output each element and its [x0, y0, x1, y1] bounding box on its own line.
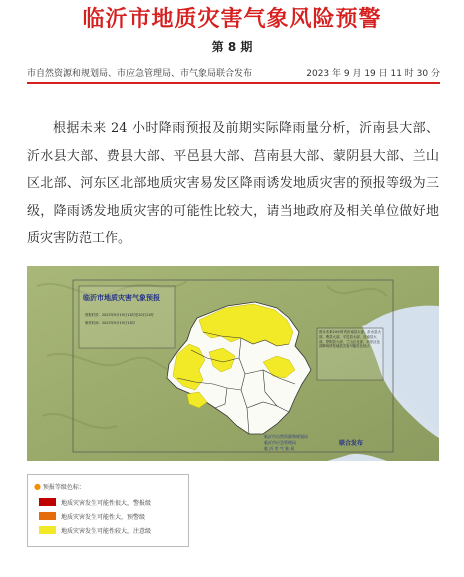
map-note-text: 预计未来24小时内沂南县大部、沂水县大部、费县大部、平邑县大部、莒南县大部、蒙阴县大部、兰山区北部、河东区北部降雨诱发地质灾害可能性比较大	[319, 330, 381, 349]
release-datetime: 2023 年 9 月 19 日 11 时 30 分	[306, 69, 440, 79]
legend-title-text: 预报等级色标：	[42, 484, 85, 491]
bulletin-meta	[27, 64, 440, 80]
legend-label: 地质灾害发生可能性很大，警报级	[61, 500, 152, 507]
warning-map	[27, 266, 439, 461]
map-title: 临沂市地质灾害气象预报	[83, 294, 160, 302]
map-validity: 预报时效：2023年9月19日11时至20日11时	[85, 313, 154, 317]
map-agency-2: 临沂市应急管理局	[264, 440, 296, 445]
map-joint-release: 联合发布	[339, 440, 364, 447]
bullet-icon: ●	[34, 482, 41, 491]
map-made-time: 制作时间：2023年9月19日11时	[85, 321, 135, 325]
issue-number: 第 8 期	[211, 40, 253, 54]
legend-swatch-orange	[39, 512, 56, 520]
legend	[27, 474, 189, 547]
map-agency-3: 临 沂 市 气 象 局	[264, 446, 295, 451]
legend-title	[34, 482, 85, 491]
header-divider	[27, 82, 440, 84]
publisher-line: 市自然资源和规划局、市应急管理局、市气象局联合发布	[27, 69, 253, 79]
map-agency-1: 临沂市自然资源和规划局	[264, 434, 308, 439]
bulletin-title: 临沂市地质灾害气象风险预警	[82, 7, 382, 32]
legend-swatch-red	[39, 498, 56, 506]
map-note	[319, 330, 381, 380]
legend-swatch-yellow	[39, 526, 56, 534]
forecast-paragraph: 根据未来 24 小时降雨预报及前期实际降雨量分析，沂南县大部、沂水县大部、费县大部、平邑县大部、莒南县大部、蒙阴县大部、兰山区北部、河东区北部地质灾害易发区降雨诱发地质灾害的预报等级为三级，降雨诱发地质灾害的可能性比较大，请当地政府及相关单位做好地质灾害防范工作。	[27, 121, 439, 246]
legend-label: 地质灾害发生可能性大，预警级	[61, 514, 146, 521]
legend-label: 地质灾害发生可能性较大，注意级	[61, 528, 152, 535]
map-graphic	[27, 266, 439, 461]
